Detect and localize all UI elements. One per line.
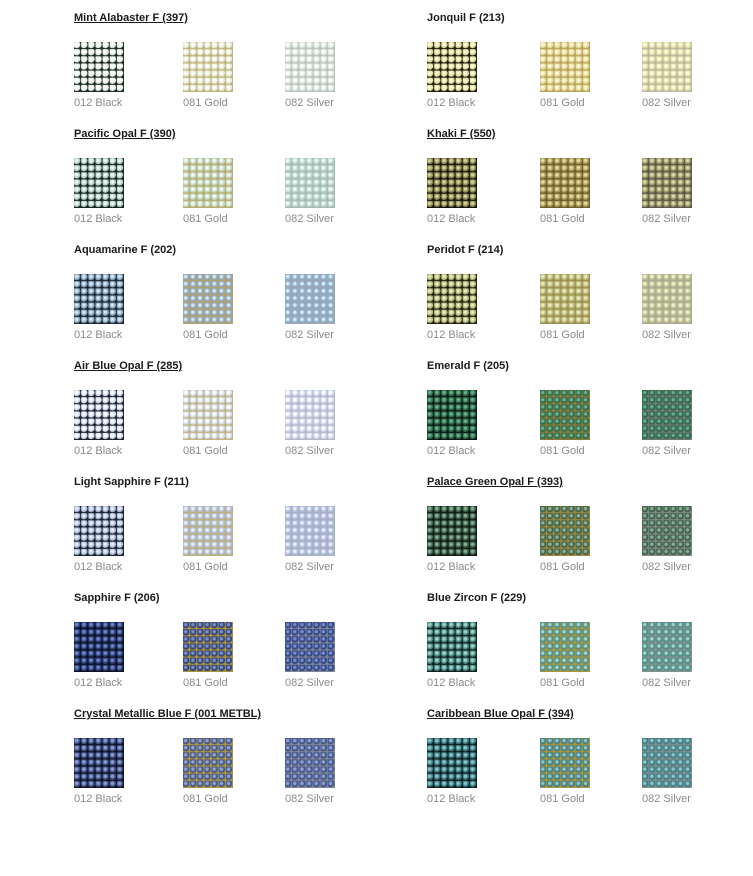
swatch-group-palace-green-opal-f-393 [427,475,727,591]
swatch-item [540,274,610,342]
swatch-image-081-gold[interactable] [540,158,590,208]
swatch-group-light-sapphire-f-211 [74,475,374,591]
group-title: Jonquil F (213) [427,12,505,24]
swatch-image-012-black[interactable] [74,42,124,92]
swatch-image-012-black[interactable] [427,274,477,324]
swatch-image-081-gold[interactable] [183,506,233,556]
swatch-image-081-gold[interactable] [183,390,233,440]
swatch-label: 012 Black [427,329,476,341]
swatch-item [183,390,253,458]
swatch-label: 081 Gold [183,213,228,225]
swatch-item [540,622,610,690]
swatch-image-082-silver[interactable] [642,506,692,556]
swatch-image-081-gold[interactable] [183,622,233,672]
swatch-item [285,390,355,458]
swatch-image-081-gold[interactable] [540,506,590,556]
swatch-item [183,738,253,806]
swatch-label: 082 Silver [642,213,691,225]
swatch-item [74,158,144,226]
swatch-image-082-silver[interactable] [642,158,692,208]
swatch-group-blue-zircon-f-229 [427,591,727,707]
swatch-item [285,622,355,690]
swatch-image-082-silver[interactable] [642,622,692,672]
swatch-item [540,390,610,458]
swatch-image-082-silver[interactable] [285,158,335,208]
swatch-image-081-gold[interactable] [540,42,590,92]
swatch-image-081-gold[interactable] [540,274,590,324]
swatch-label: 082 Silver [285,561,334,573]
swatch-image-012-black[interactable] [74,506,124,556]
swatch-item [642,390,712,458]
swatch-item [642,274,712,342]
swatch-image-082-silver[interactable] [642,390,692,440]
swatch-image-012-black[interactable] [427,390,477,440]
group-title-link[interactable]: Caribbean Blue Opal F (394) [427,708,574,720]
group-title-link[interactable]: Air Blue Opal F (285) [74,360,183,372]
swatch-label: 012 Black [427,97,476,109]
swatch-label: 081 Gold [540,677,585,689]
swatch-label: 082 Silver [285,793,334,805]
swatch-group-khaki-f-550 [427,127,727,243]
swatch-label: 012 Black [74,793,123,805]
swatch-image-012-black[interactable] [427,42,477,92]
swatch-label: 082 Silver [285,213,334,225]
swatch-image-012-black[interactable] [74,622,124,672]
swatch-item [540,738,610,806]
swatch-label: 081 Gold [183,445,228,457]
swatch-image-081-gold[interactable] [540,622,590,672]
swatch-group-peridot-f-214 [427,243,727,359]
swatch-item [183,42,253,110]
swatch-image-082-silver[interactable] [285,274,335,324]
swatch-image-082-silver[interactable] [642,42,692,92]
swatch-label: 012 Black [74,677,123,689]
group-title-link[interactable]: Khaki F (550) [427,128,496,140]
swatch-item [427,738,497,806]
swatch-item [427,158,497,226]
swatch-label: 081 Gold [183,97,228,109]
swatch-image-081-gold[interactable] [540,738,590,788]
swatch-label: 082 Silver [642,793,691,805]
swatch-image-012-black[interactable] [74,738,124,788]
swatch-label: 081 Gold [183,561,228,573]
swatch-item [540,158,610,226]
swatch-image-082-silver[interactable] [642,274,692,324]
group-title: Peridot F (214) [427,244,504,256]
group-title-link[interactable]: Crystal Metallic Blue F (001 METBL) [74,708,262,720]
swatch-image-012-black[interactable] [427,506,477,556]
swatch-label: 081 Gold [540,561,585,573]
swatch-group-pacific-opal-f-390 [74,127,374,243]
swatch-item [183,158,253,226]
swatch-image-082-silver[interactable] [642,738,692,788]
swatch-item [74,506,144,574]
swatch-label: 081 Gold [540,97,585,109]
group-title: Blue Zircon F (229) [427,592,527,604]
swatch-item [642,738,712,806]
swatch-label: 082 Silver [642,445,691,457]
swatch-item [427,506,497,574]
swatch-group-mint-alabaster-f-397 [74,11,374,127]
group-title-link[interactable]: Pacific Opal F (390) [74,128,176,140]
swatch-item [285,506,355,574]
swatch-label: 081 Gold [183,329,228,341]
swatch-image-081-gold[interactable] [183,274,233,324]
swatch-image-082-silver[interactable] [285,506,335,556]
swatch-label: 012 Black [74,445,123,457]
swatch-item [642,622,712,690]
swatch-item [74,42,144,110]
swatch-group-jonquil-f-213 [427,11,727,127]
swatch-image-012-black[interactable] [427,158,477,208]
swatch-image-012-black[interactable] [74,390,124,440]
right-column [427,11,727,823]
swatch-group-emerald-f-205 [427,359,727,475]
swatch-label: 082 Silver [285,677,334,689]
swatch-group-crystal-metallic-blue-f-001-metbl [74,707,374,823]
left-column [74,11,374,823]
swatch-item [183,622,253,690]
swatch-item [427,42,497,110]
swatch-item [74,738,144,806]
group-title: Sapphire F (206) [74,592,160,604]
swatch-image-012-black[interactable] [427,738,477,788]
swatch-group-caribbean-blue-opal-f-394 [427,707,727,823]
swatch-label: 082 Silver [285,445,334,457]
swatch-label: 012 Black [74,97,123,109]
swatch-label: 082 Silver [642,97,691,109]
swatch-image-082-silver[interactable] [285,390,335,440]
swatch-label: 081 Gold [183,677,228,689]
swatch-item [74,390,144,458]
swatch-item [642,506,712,574]
swatch-image-081-gold[interactable] [183,158,233,208]
swatch-label: 012 Black [427,677,476,689]
group-title: Light Sapphire F (211) [74,476,189,488]
swatch-label: 082 Silver [285,97,334,109]
swatch-label: 012 Black [74,561,123,573]
swatch-image-082-silver[interactable] [285,622,335,672]
swatch-item [642,42,712,110]
swatch-image-012-black[interactable] [74,158,124,208]
swatch-item [285,42,355,110]
swatch-label: 082 Silver [285,329,334,341]
swatch-label: 082 Silver [642,561,691,573]
swatch-item [427,622,497,690]
swatch-label: 081 Gold [540,445,585,457]
swatch-image-012-black[interactable] [427,622,477,672]
swatch-item [183,274,253,342]
swatch-item [74,622,144,690]
swatch-item [427,274,497,342]
swatch-item [540,42,610,110]
swatch-label: 081 Gold [540,213,585,225]
group-title-link[interactable]: Palace Green Opal F (393) [427,476,563,488]
swatch-item [285,158,355,226]
swatch-image-081-gold[interactable] [540,390,590,440]
swatch-image-081-gold[interactable] [183,738,233,788]
swatch-label: 012 Black [74,213,123,225]
swatch-image-081-gold[interactable] [183,42,233,92]
swatch-item [285,274,355,342]
swatch-group-aquamarine-f-202 [74,243,374,359]
swatch-item [427,390,497,458]
swatch-image-082-silver[interactable] [285,42,335,92]
swatch-label: 012 Black [427,213,476,225]
swatch-item [285,738,355,806]
swatch-label: 012 Black [74,329,123,341]
swatch-label: 081 Gold [540,329,585,341]
swatch-item [540,506,610,574]
swatch-item [642,158,712,226]
swatch-item [183,506,253,574]
swatch-label: 082 Silver [642,677,691,689]
swatch-label: 081 Gold [183,793,228,805]
group-title: Aquamarine F (202) [74,244,177,256]
swatch-label: 012 Black [427,445,476,457]
swatch-label: 081 Gold [540,793,585,805]
swatch-image-012-black[interactable] [74,274,124,324]
swatch-group-air-blue-opal-f-285 [74,359,374,475]
swatch-image-082-silver[interactable] [285,738,335,788]
swatch-label: 012 Black [427,793,476,805]
swatch-label: 082 Silver [642,329,691,341]
swatch-item [74,274,144,342]
group-title: Emerald F (205) [427,360,509,372]
swatch-group-sapphire-f-206 [74,591,374,707]
swatch-label: 012 Black [427,561,476,573]
group-title-link[interactable]: Mint Alabaster F (397) [74,12,188,24]
